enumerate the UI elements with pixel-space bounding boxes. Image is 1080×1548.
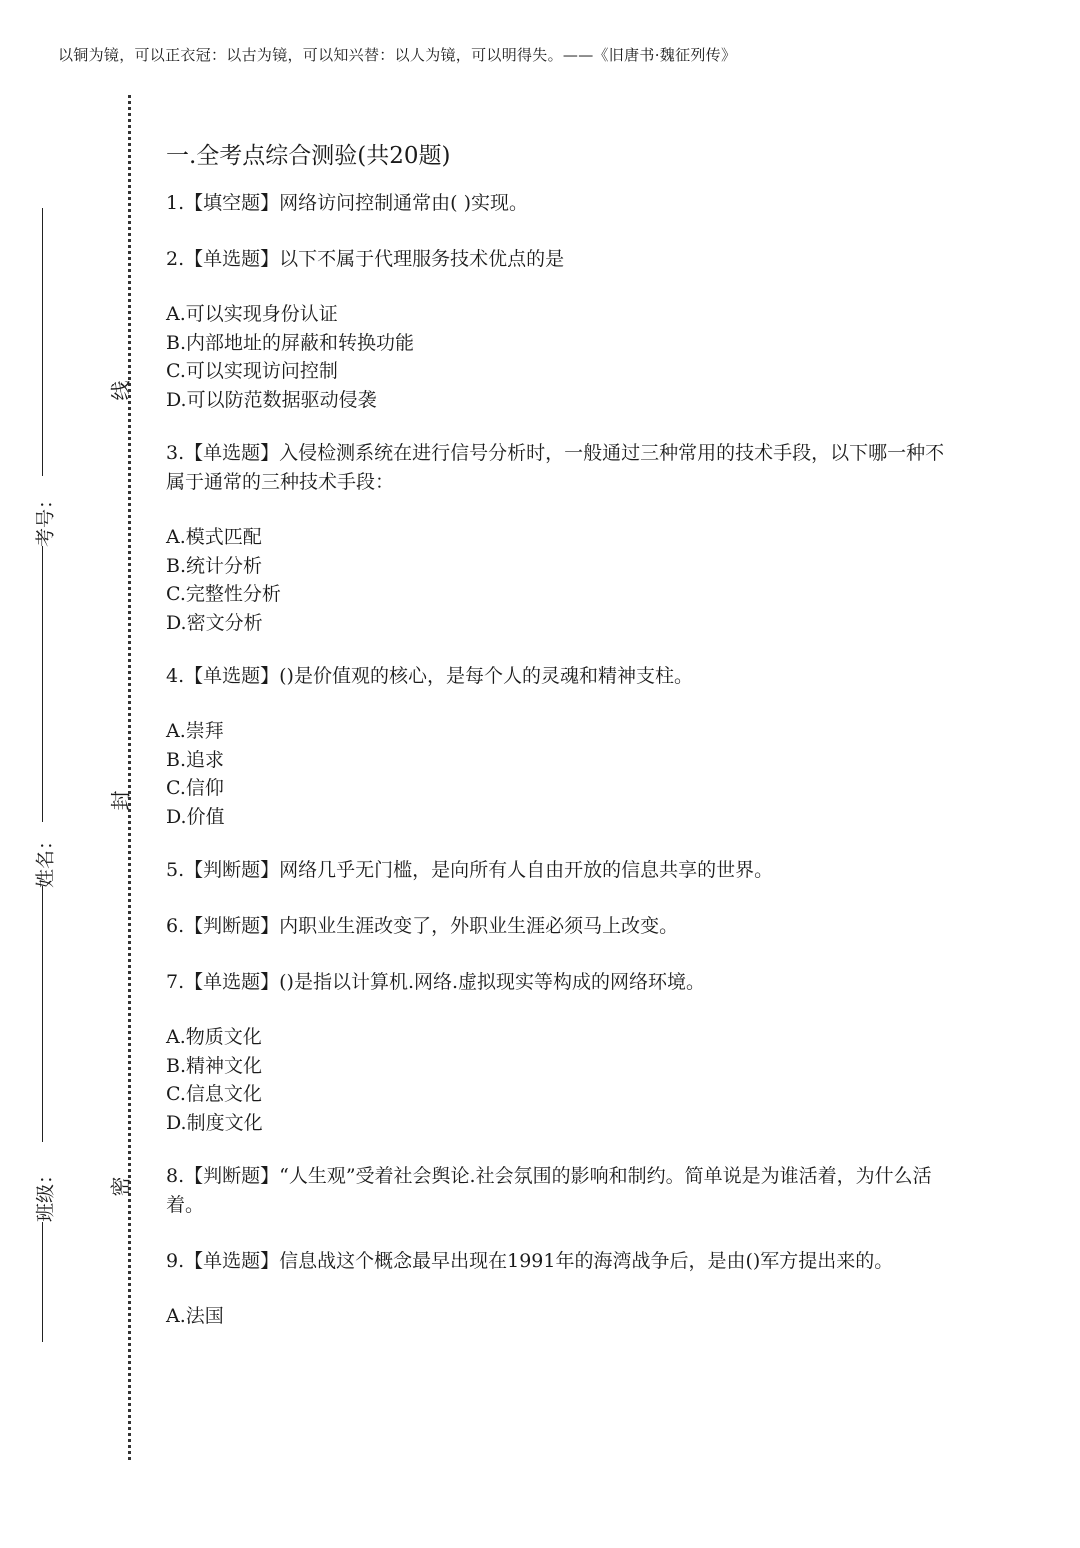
student-name-label: 姓名：	[34, 831, 57, 889]
question-5: 5.【判断题】网络几乎无门槛，是向所有人自由开放的信息共享的世界。	[166, 859, 774, 881]
option: C.信息文化	[166, 1083, 262, 1105]
option: A.可以实现身份认证	[166, 303, 338, 325]
question-4: 4.【单选题】()是价值观的核心，是每个人的灵魂和精神支柱。	[166, 665, 693, 687]
class-line	[42, 1222, 43, 1342]
option: B.精神文化	[166, 1054, 263, 1077]
option: A.物质文化	[166, 1026, 262, 1048]
exam-content	[166, 140, 946, 1331]
option: A.模式匹配	[166, 526, 262, 548]
question-4-options	[166, 717, 946, 831]
option: B.统计分析	[166, 554, 263, 577]
question-3-options	[166, 523, 946, 637]
option: C.完整性分析	[166, 583, 281, 605]
seal-char-seal: 封	[108, 790, 133, 811]
exam-number-label: 考号：	[34, 490, 57, 548]
question-7: 7.【单选题】()是指以计算机.网络.虚拟现实等构成的网络环境。	[166, 971, 706, 993]
class-label: 班级：	[34, 1165, 57, 1223]
question-9: 9.【单选题】信息战这个概念最早出现在1991年的海湾战争后，是由()军方提出来的。	[166, 1250, 894, 1272]
option: D.制度文化	[166, 1111, 263, 1134]
seal-dotted-line	[128, 95, 131, 1460]
question-7-options	[166, 1023, 946, 1137]
option: D.密文分析	[166, 611, 263, 634]
option: B.追求	[166, 748, 225, 771]
option: D.价值	[166, 805, 225, 828]
option: B.内部地址的屏蔽和转换功能	[166, 331, 415, 354]
option: C.信仰	[166, 777, 224, 799]
header-quote: 以铜为镜，可以正衣冠：以古为镜，可以知兴替：以人为镜，可以明得失。——《旧唐书·魏征列传》	[58, 46, 737, 64]
question-8: 8.【判断题】“人生观”受着社会舆论.社会氛围的影响和制约。简单说是为谁活着，为什么活着。	[166, 1165, 932, 1216]
question-2-options	[166, 300, 946, 414]
seal-char-secret: 密	[108, 1176, 133, 1197]
exam-number-line	[42, 208, 43, 476]
section-title: 一.全考点综合测验(共20题)	[166, 143, 451, 169]
student-name-line-bottom	[42, 886, 43, 1142]
student-name-line-top	[42, 546, 43, 822]
option: A.法国	[166, 1305, 224, 1327]
question-2: 2.【单选题】以下不属于代理服务技术优点的是	[166, 248, 565, 270]
question-1: 1.【填空题】网络访问控制通常由( )实现。	[166, 192, 528, 214]
question-9-options	[166, 1302, 946, 1331]
question-6: 6.【判断题】内职业生涯改变了，外职业生涯必须马上改变。	[166, 915, 679, 937]
option: D.可以防范数据驱动侵袭	[166, 388, 377, 411]
option: C.可以实现访问控制	[166, 360, 338, 382]
seal-char-line: 线	[108, 380, 133, 401]
question-3: 3.【单选题】入侵检测系统在进行信号分析时，一般通过三种常用的技术手段，以下哪一种不属于通常的三种技术手段：	[166, 442, 945, 493]
option: A.崇拜	[166, 720, 224, 742]
